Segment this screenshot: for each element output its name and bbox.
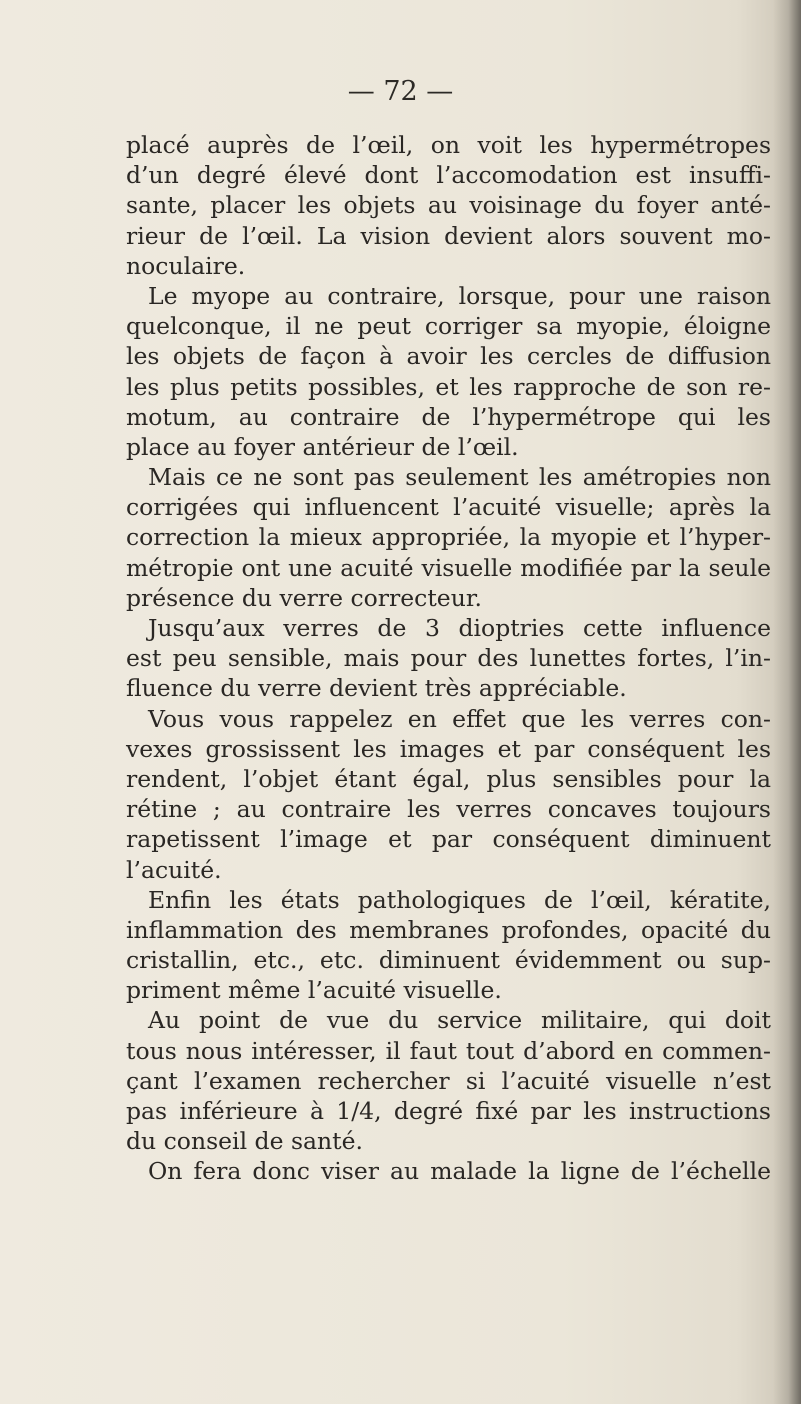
text-line: cristallin, etc., etc. diminuent évidemment ou sup- <box>126 946 771 975</box>
text-line: correction la mieux appropriée, la myopie et l’hyper- <box>126 523 771 552</box>
text-line: Mais ce ne sont pas seulement les amétropies non <box>148 463 771 492</box>
page-number: — 72 — <box>347 76 454 107</box>
text-line: Le myope au contraire, lorsque, pour une raison <box>148 281 771 310</box>
text-line: les plus petits possibles, et les rapproche de son re- <box>126 372 771 401</box>
text-line: priment même l’acuité visuelle. <box>126 976 502 1005</box>
text-line: quelconque, il ne peut corriger sa myopie, éloigne <box>126 312 771 341</box>
text-line: l’acuité. <box>126 855 222 884</box>
text-line: tous nous intéresser, il faut tout d’abord en commen- <box>126 1036 771 1065</box>
text-line: rapetissent l’image et par conséquent diminuent <box>126 825 771 854</box>
text-line: vexes grossissent les images et par conséquent les <box>126 734 771 763</box>
text-line: sante, placer les objets au voisinage du foyer anté- <box>126 191 771 220</box>
text-line: Au point de vue du service militaire, qui doit <box>148 1006 771 1035</box>
text-line: placé auprès de l’œil, on voit les hypermétropes <box>126 131 771 159</box>
text-line: est peu sensible, mais pour des lunettes fortes, l’in- <box>126 644 771 673</box>
text-line: d’un degré élevé dont l’accomodation est insuffi- <box>126 161 771 190</box>
text-line: Vous vous rappelez en effet que les verres con- <box>148 704 771 733</box>
text-line: place au foyer antérieur de l’œil. <box>126 432 519 461</box>
text-line: rendent, l’objet étant égal, plus sensibles pour la <box>126 764 771 793</box>
text-line: noculaire. <box>126 251 246 280</box>
text-line: présence du verre correcteur. <box>126 583 482 612</box>
text-line: les objets de façon à avoir les cercles de diffusion <box>126 342 771 371</box>
text-line: corrigées qui influencent l’acuité visuelle; après la <box>126 493 771 522</box>
text-line: motum, au contraire de l’hypermétrope qui les <box>126 402 771 431</box>
text-line: rieur de l’œil. La vision devient alors souvent mo- <box>126 221 771 250</box>
text-line: métropie ont une acuité visuelle modifiée par la seule <box>126 553 771 582</box>
text-line: pas inférieure à 1/4, degré fixé par les instructions <box>126 1097 771 1125</box>
text-line: On fera donc viser au malade la ligne de l’échelle <box>148 1157 771 1186</box>
text-line: Enfin les états pathologiques de l’œil, kératite, <box>148 885 771 914</box>
text-line: du conseil de santé. <box>126 1127 364 1156</box>
text-line: inflammation des membranes profondes, opacité du <box>126 915 771 944</box>
text-line: Jusqu’aux verres de 3 dioptries cette influence <box>148 614 771 642</box>
page-edge-shadow <box>773 0 801 1404</box>
text-line: çant l’examen rechercher si l’acuité visuelle n’est <box>126 1066 771 1095</box>
body-text <box>126 130 771 1187</box>
text-line: fluence du verre devient très appréciable. <box>126 674 627 703</box>
text-line: rétine ; au contraire les verres concaves toujours <box>126 795 771 824</box>
